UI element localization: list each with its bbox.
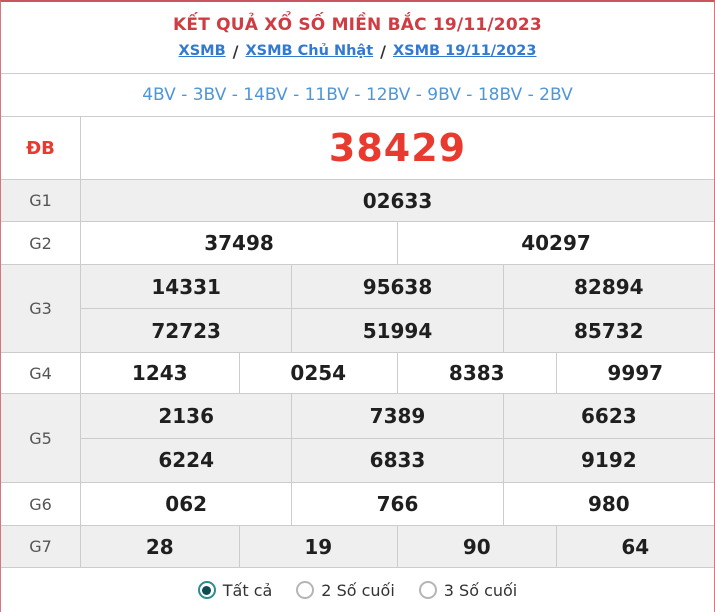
breadcrumb-link-xsmb[interactable]: XSMB xyxy=(178,43,226,59)
prize-value: 766 xyxy=(291,483,502,525)
prize-label-g3: G3 xyxy=(1,265,81,352)
prize-row-g6 xyxy=(1,483,714,526)
prize-value: 1243 xyxy=(131,361,188,385)
prize-value: 980 xyxy=(503,483,714,525)
prize-value: 02633 xyxy=(362,188,433,213)
prize-value: 19 xyxy=(239,526,398,567)
prize-row-g5 xyxy=(1,394,714,483)
prize-label-g2: G2 xyxy=(1,222,81,264)
breadcrumb-separator: / xyxy=(380,41,386,61)
prize-value: 51994 xyxy=(291,309,502,352)
prize-value: 64 xyxy=(556,526,715,567)
prize-value: 6224 xyxy=(158,448,214,473)
prize-value: 9997 xyxy=(556,353,715,393)
prize-row-g2 xyxy=(1,222,714,265)
filter-option-3-so-cuoi[interactable] xyxy=(419,581,517,600)
footer-filter xyxy=(1,568,714,612)
prize-label-g7: G7 xyxy=(1,526,81,567)
prize-value: 6623 xyxy=(503,394,714,438)
breadcrumb-link-xsmb-chu-nhat[interactable]: XSMB Chủ Nhật xyxy=(245,43,374,59)
filter-option-tat-ca[interactable] xyxy=(198,581,273,600)
prize-label-g6: G6 xyxy=(1,483,81,525)
prize-value: 062 xyxy=(165,492,208,516)
prize-value: 95638 xyxy=(291,265,502,308)
prize-value: 14331 xyxy=(151,274,221,299)
prize-value: 40297 xyxy=(397,222,714,264)
prize-row-g1 xyxy=(1,180,714,222)
prize-value: 90 xyxy=(397,526,556,567)
radio-icon[interactable] xyxy=(296,581,314,599)
prize-row-g4 xyxy=(1,353,714,394)
prize-value: 85732 xyxy=(503,309,714,352)
breadcrumb-link-xsmb-date[interactable]: XSMB 19/11/2023 xyxy=(393,43,537,59)
filter-option-label: 2 Số cuối xyxy=(321,580,395,600)
prize-label-g5: G5 xyxy=(1,394,81,482)
page-title: KẾT QUẢ XỔ SỐ MIỀN BẮC 19/11/2023 xyxy=(173,14,542,35)
filter-option-label: Tất cả xyxy=(222,580,273,600)
results-table xyxy=(1,117,714,568)
radio-icon[interactable] xyxy=(198,581,216,599)
filter-option-label: 3 Số cuối xyxy=(443,580,518,600)
prize-value: 6833 xyxy=(291,439,502,483)
prize-value: 0254 xyxy=(239,353,398,393)
prize-value: 2136 xyxy=(158,403,214,428)
prize-value: 7389 xyxy=(291,394,502,438)
prize-value: 9192 xyxy=(503,439,714,483)
prize-label-db: ĐB xyxy=(1,117,81,179)
prize-row-db xyxy=(1,117,714,180)
prize-value: 28 xyxy=(145,534,174,559)
loto-summary-line: 4BV - 3BV - 14BV - 11BV - 12BV - 9BV - 18BV - 2BV xyxy=(1,74,714,117)
prize-value: 8383 xyxy=(397,353,556,393)
results-header xyxy=(1,2,714,74)
prize-value: 37498 xyxy=(204,231,274,255)
prize-row-g7 xyxy=(1,526,714,568)
radio-icon[interactable] xyxy=(419,581,437,599)
breadcrumb xyxy=(179,42,537,61)
prize-value-db: 38429 xyxy=(328,126,467,170)
prize-row-g3 xyxy=(1,265,714,353)
filter-option-2-so-cuoi[interactable] xyxy=(296,581,394,600)
prize-value: 82894 xyxy=(503,265,714,308)
prize-label-g4: G4 xyxy=(1,353,81,393)
prize-value: 72723 xyxy=(151,318,221,343)
breadcrumb-separator: / xyxy=(232,41,239,61)
prize-label-g1: G1 xyxy=(1,180,81,221)
